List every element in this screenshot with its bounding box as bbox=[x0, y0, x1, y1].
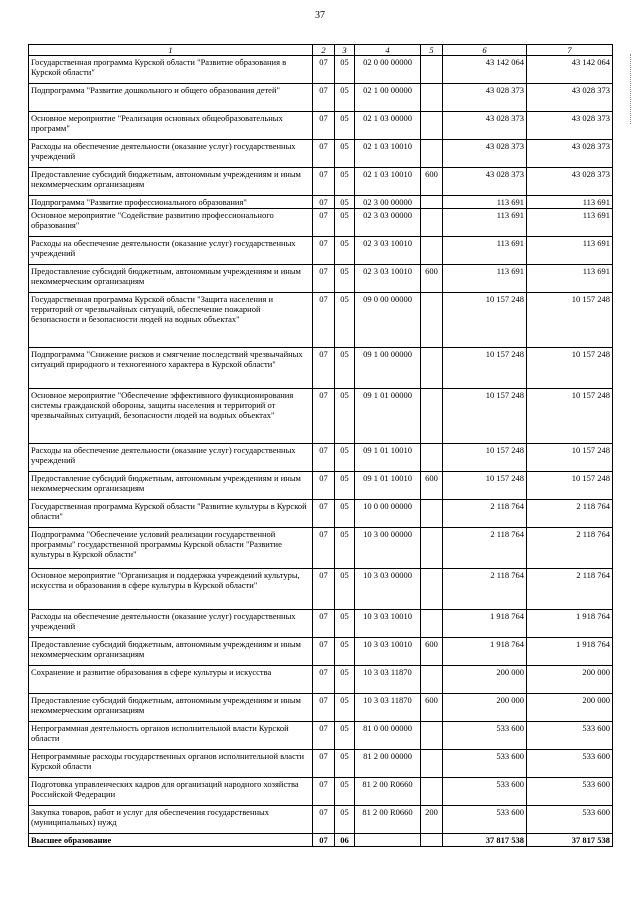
expense-type-code: 600 bbox=[421, 265, 443, 293]
table-row bbox=[29, 610, 613, 638]
table-row bbox=[29, 196, 613, 209]
amount-year-2: 2 118 764 bbox=[527, 528, 613, 569]
table-row bbox=[29, 389, 613, 444]
subsection-code: 05 bbox=[335, 472, 355, 500]
amount-year-1: 10 157 248 bbox=[443, 348, 527, 389]
table-row bbox=[29, 694, 613, 722]
target-article-code: 81 0 00 00000 bbox=[355, 722, 421, 750]
row-name: Государственная программа Курской области "Защита населения и территорий от чрезвычайных ситуаций, обеспечение пожарной безопасности и безопасности людей на водных объектах" bbox=[29, 293, 313, 348]
row-name: Основное мероприятие "Реализация основных общеобразовательных программ" bbox=[29, 112, 313, 140]
target-article-code: 02 3 03 00000 bbox=[355, 209, 421, 237]
subsection-code: 05 bbox=[335, 750, 355, 778]
expense-type-code: 200 bbox=[421, 806, 443, 834]
amount-year-1: 113 691 bbox=[443, 237, 527, 265]
subsection-code: 05 bbox=[335, 778, 355, 806]
expense-type-code bbox=[421, 196, 443, 209]
amount-year-2: 113 691 bbox=[527, 196, 613, 209]
amount-year-2: 533 600 bbox=[527, 806, 613, 834]
expense-type-code bbox=[421, 569, 443, 610]
subsection-code: 05 bbox=[335, 444, 355, 472]
row-name: Предоставление субсидий бюджетным, автономным учреждениям и иным некоммерческим организациям bbox=[29, 472, 313, 500]
target-article-code: 10 3 03 11870 bbox=[355, 666, 421, 694]
target-article-code: 02 1 03 00000 bbox=[355, 112, 421, 140]
amount-year-1: 113 691 bbox=[443, 209, 527, 237]
table-row bbox=[29, 722, 613, 750]
section-code: 07 bbox=[313, 237, 335, 265]
target-article-code: 81 2 00 R0660 bbox=[355, 806, 421, 834]
section-code: 07 bbox=[313, 750, 335, 778]
amount-year-1: 533 600 bbox=[443, 750, 527, 778]
section-code: 07 bbox=[313, 666, 335, 694]
section-code: 07 bbox=[313, 293, 335, 348]
target-article-code: 02 3 00 00000 bbox=[355, 196, 421, 209]
row-name: Основное мероприятие "Обеспечение эффективного функционирования системы гражданской обороны, защиты населения и территорий от чрезвычайных ситуаций, безопасности людей на водных объектах" bbox=[29, 389, 313, 444]
subsection-code: 05 bbox=[335, 528, 355, 569]
subsection-code: 05 bbox=[335, 666, 355, 694]
subsection-code: 05 bbox=[335, 140, 355, 168]
table-row bbox=[29, 569, 613, 610]
subsection-code: 05 bbox=[335, 56, 355, 84]
row-name: Основное мероприятие "Организация и поддержка учреждений культуры, искусства и образования в сфере культуры в Курской области" bbox=[29, 569, 313, 610]
expense-type-code: 600 bbox=[421, 168, 443, 196]
subsection-code: 06 bbox=[335, 834, 355, 847]
expense-type-code bbox=[421, 56, 443, 84]
amount-year-1: 10 157 248 bbox=[443, 472, 527, 500]
expense-type-code bbox=[421, 750, 443, 778]
amount-year-1: 1 918 764 bbox=[443, 638, 527, 666]
amount-year-1: 43 142 064 bbox=[443, 56, 527, 84]
expense-type-code bbox=[421, 444, 443, 472]
section-code: 07 bbox=[313, 348, 335, 389]
subsection-code: 05 bbox=[335, 84, 355, 112]
table-row bbox=[29, 472, 613, 500]
expense-type-code bbox=[421, 778, 443, 806]
amount-year-2: 200 000 bbox=[527, 666, 613, 694]
amount-year-1: 1 918 764 bbox=[443, 610, 527, 638]
amount-year-2: 1 918 764 bbox=[527, 638, 613, 666]
expense-type-code: 600 bbox=[421, 472, 443, 500]
row-name: Расходы на обеспечение деятельности (оказание услуг) государственных учреждений bbox=[29, 237, 313, 265]
amount-year-2: 43 142 064 bbox=[527, 56, 613, 84]
target-article-code: 10 3 03 10010 bbox=[355, 638, 421, 666]
table-row bbox=[29, 500, 613, 528]
amount-year-2: 10 157 248 bbox=[527, 472, 613, 500]
table-row bbox=[29, 140, 613, 168]
section-code: 07 bbox=[313, 472, 335, 500]
section-code: 07 bbox=[313, 528, 335, 569]
section-code: 07 bbox=[313, 389, 335, 444]
target-article-code: 02 3 03 10010 bbox=[355, 237, 421, 265]
expense-type-code bbox=[421, 348, 443, 389]
column-number: 6 bbox=[443, 45, 527, 56]
column-number: 7 bbox=[527, 45, 613, 56]
expense-type-code bbox=[421, 500, 443, 528]
row-name: Сохранение и развитие образования в сфере культуры и искусства bbox=[29, 666, 313, 694]
amount-year-2: 113 691 bbox=[527, 209, 613, 237]
amount-year-1: 43 028 373 bbox=[443, 140, 527, 168]
amount-year-1: 2 118 764 bbox=[443, 528, 527, 569]
target-article-code: 09 1 01 10010 bbox=[355, 472, 421, 500]
subsection-code: 05 bbox=[335, 265, 355, 293]
column-number: 2 bbox=[313, 45, 335, 56]
amount-year-1: 2 118 764 bbox=[443, 569, 527, 610]
target-article-code: 10 3 03 10010 bbox=[355, 610, 421, 638]
section-code: 07 bbox=[313, 806, 335, 834]
amount-year-2: 43 028 373 bbox=[527, 84, 613, 112]
expense-type-code: 600 bbox=[421, 694, 443, 722]
amount-year-2: 10 157 248 bbox=[527, 293, 613, 348]
target-article-code: 02 3 03 10010 bbox=[355, 265, 421, 293]
target-article-code: 02 1 00 00000 bbox=[355, 84, 421, 112]
expense-type-code bbox=[421, 610, 443, 638]
subsection-code: 05 bbox=[335, 293, 355, 348]
target-article-code: 02 1 03 10010 bbox=[355, 140, 421, 168]
amount-year-1: 43 028 373 bbox=[443, 168, 527, 196]
amount-year-2: 37 817 538 bbox=[527, 834, 613, 847]
expense-type-code bbox=[421, 666, 443, 694]
section-code: 07 bbox=[313, 834, 335, 847]
row-name: Подпрограмма "Обеспечение условий реализации государственной программы" государственной программы Курской области "Развитие культуры в Курской области" bbox=[29, 528, 313, 569]
target-article-code: 02 0 00 00000 bbox=[355, 56, 421, 84]
table-row bbox=[29, 84, 613, 112]
row-name: Основное мероприятие "Содействие развитию профессионального образования" bbox=[29, 209, 313, 237]
amount-year-2: 43 028 373 bbox=[527, 112, 613, 140]
column-number: 5 bbox=[421, 45, 443, 56]
section-code: 07 bbox=[313, 778, 335, 806]
table-body bbox=[29, 56, 613, 847]
subsection-code: 05 bbox=[335, 500, 355, 528]
subsection-code: 05 bbox=[335, 209, 355, 237]
amount-year-2: 10 157 248 bbox=[527, 348, 613, 389]
amount-year-1: 533 600 bbox=[443, 722, 527, 750]
table-row bbox=[29, 265, 613, 293]
section-code: 07 bbox=[313, 444, 335, 472]
page-number: 37 bbox=[315, 10, 325, 21]
amount-year-1: 43 028 373 bbox=[443, 84, 527, 112]
subsection-code: 05 bbox=[335, 806, 355, 834]
row-name: Закупка товаров, работ и услуг для обеспечения государственных (муниципальных) нужд bbox=[29, 806, 313, 834]
section-code: 07 bbox=[313, 265, 335, 293]
table-row bbox=[29, 528, 613, 569]
subsection-code: 05 bbox=[335, 237, 355, 265]
table-row bbox=[29, 56, 613, 84]
subsection-code: 05 bbox=[335, 722, 355, 750]
amount-year-2: 43 028 373 bbox=[527, 140, 613, 168]
amount-year-2: 43 028 373 bbox=[527, 168, 613, 196]
target-article-code bbox=[355, 834, 421, 847]
subsection-code: 05 bbox=[335, 389, 355, 444]
target-article-code: 81 2 00 00000 bbox=[355, 750, 421, 778]
table-row bbox=[29, 778, 613, 806]
column-number: 1 bbox=[29, 45, 313, 56]
subsection-code: 05 bbox=[335, 112, 355, 140]
row-name: Расходы на обеспечение деятельности (оказание услуг) государственных учреждений bbox=[29, 444, 313, 472]
expense-type-code bbox=[421, 237, 443, 265]
subsection-code: 05 bbox=[335, 168, 355, 196]
row-name: Подпрограмма "Снижение рисков и смягчение последствий чрезвычайных ситуаций природного и техногенного характера в Курской области" bbox=[29, 348, 313, 389]
target-article-code: 10 3 03 00000 bbox=[355, 569, 421, 610]
subsection-code: 05 bbox=[335, 348, 355, 389]
table-row bbox=[29, 293, 613, 348]
section-code: 07 bbox=[313, 500, 335, 528]
section-code: 07 bbox=[313, 722, 335, 750]
column-number: 3 bbox=[335, 45, 355, 56]
amount-year-1: 113 691 bbox=[443, 196, 527, 209]
amount-year-2: 2 118 764 bbox=[527, 500, 613, 528]
section-code: 07 bbox=[313, 694, 335, 722]
target-article-code: 10 0 00 00000 bbox=[355, 500, 421, 528]
subsection-code: 05 bbox=[335, 569, 355, 610]
section-code: 07 bbox=[313, 140, 335, 168]
table-row bbox=[29, 444, 613, 472]
margin-mark bbox=[630, 54, 633, 124]
row-name: Расходы на обеспечение деятельности (оказание услуг) государственных учреждений bbox=[29, 610, 313, 638]
expense-type-code bbox=[421, 293, 443, 348]
table-row bbox=[29, 638, 613, 666]
section-code: 07 bbox=[313, 610, 335, 638]
subsection-code: 05 bbox=[335, 638, 355, 666]
amount-year-2: 113 691 bbox=[527, 237, 613, 265]
subsection-code: 05 bbox=[335, 196, 355, 209]
target-article-code: 09 1 01 10010 bbox=[355, 444, 421, 472]
row-name: Непрограммные расходы государственных органов исполнительной власти Курской области bbox=[29, 750, 313, 778]
amount-year-1: 10 157 248 bbox=[443, 293, 527, 348]
expense-type-code bbox=[421, 834, 443, 847]
subsection-code: 05 bbox=[335, 610, 355, 638]
target-article-code: 10 3 00 00000 bbox=[355, 528, 421, 569]
row-name: Подготовка управленческих кадров для организаций народного хозяйства Российской Федерации bbox=[29, 778, 313, 806]
expense-type-code bbox=[421, 389, 443, 444]
amount-year-1: 200 000 bbox=[443, 694, 527, 722]
amount-year-2: 533 600 bbox=[527, 750, 613, 778]
expense-type-code bbox=[421, 722, 443, 750]
amount-year-2: 113 691 bbox=[527, 265, 613, 293]
table-row bbox=[29, 834, 613, 847]
amount-year-2: 533 600 bbox=[527, 722, 613, 750]
row-name: Непрограммная деятельность органов исполнительной власти Курской области bbox=[29, 722, 313, 750]
column-number: 4 bbox=[355, 45, 421, 56]
amount-year-1: 2 118 764 bbox=[443, 500, 527, 528]
amount-year-2: 10 157 248 bbox=[527, 444, 613, 472]
table-row bbox=[29, 806, 613, 834]
amount-year-2: 10 157 248 bbox=[527, 389, 613, 444]
table-row bbox=[29, 209, 613, 237]
target-article-code: 81 2 00 R0660 bbox=[355, 778, 421, 806]
amount-year-1: 10 157 248 bbox=[443, 444, 527, 472]
amount-year-1: 533 600 bbox=[443, 778, 527, 806]
table-row bbox=[29, 168, 613, 196]
row-name: Предоставление субсидий бюджетным, автономным учреждениям и иным некоммерческим организациям bbox=[29, 694, 313, 722]
section-code: 07 bbox=[313, 196, 335, 209]
amount-year-1: 37 817 538 bbox=[443, 834, 527, 847]
table-row bbox=[29, 750, 613, 778]
row-name: Предоставление субсидий бюджетным, автономным учреждениям и иным некоммерческим организациям bbox=[29, 638, 313, 666]
row-name: Государственная программа Курской области "Развитие образования в Курской области" bbox=[29, 56, 313, 84]
table-row bbox=[29, 112, 613, 140]
row-name: Предоставление субсидий бюджетным, автономным учреждениям и иным некоммерческим организациям bbox=[29, 168, 313, 196]
subsection-code: 05 bbox=[335, 694, 355, 722]
amount-year-2: 2 118 764 bbox=[527, 569, 613, 610]
target-article-code: 09 1 01 00000 bbox=[355, 389, 421, 444]
section-code: 07 bbox=[313, 569, 335, 610]
table-row bbox=[29, 348, 613, 389]
section-code: 07 bbox=[313, 56, 335, 84]
amount-year-1: 113 691 bbox=[443, 265, 527, 293]
column-number-row bbox=[29, 45, 613, 56]
amount-year-2: 1 918 764 bbox=[527, 610, 613, 638]
expense-type-code bbox=[421, 209, 443, 237]
expense-type-code bbox=[421, 140, 443, 168]
expense-type-code bbox=[421, 528, 443, 569]
expense-type-code: 600 bbox=[421, 638, 443, 666]
table-row bbox=[29, 666, 613, 694]
amount-year-1: 43 028 373 bbox=[443, 112, 527, 140]
row-name: Расходы на обеспечение деятельности (оказание услуг) государственных учреждений bbox=[29, 140, 313, 168]
target-article-code: 02 1 03 10010 bbox=[355, 168, 421, 196]
amount-year-2: 533 600 bbox=[527, 778, 613, 806]
target-article-code: 10 3 03 11870 bbox=[355, 694, 421, 722]
row-name: Государственная программа Курской области "Развитие культуры в Курской области" bbox=[29, 500, 313, 528]
amount-year-1: 200 000 bbox=[443, 666, 527, 694]
section-code: 07 bbox=[313, 112, 335, 140]
expense-type-code bbox=[421, 112, 443, 140]
row-name: Предоставление субсидий бюджетным, автономным учреждениям и иным некоммерческим организациям bbox=[29, 265, 313, 293]
amount-year-1: 10 157 248 bbox=[443, 389, 527, 444]
target-article-code: 09 1 00 00000 bbox=[355, 348, 421, 389]
amount-year-2: 200 000 bbox=[527, 694, 613, 722]
budget-table bbox=[28, 44, 613, 847]
target-article-code: 09 0 00 00000 bbox=[355, 293, 421, 348]
expense-type-code bbox=[421, 84, 443, 112]
section-code: 07 bbox=[313, 638, 335, 666]
row-name: Высшее образование bbox=[29, 834, 313, 847]
section-code: 07 bbox=[313, 168, 335, 196]
table-row bbox=[29, 237, 613, 265]
section-code: 07 bbox=[313, 209, 335, 237]
row-name: Подпрограмма "Развитие профессионального образования" bbox=[29, 196, 313, 209]
section-code: 07 bbox=[313, 84, 335, 112]
amount-year-1: 533 600 bbox=[443, 806, 527, 834]
row-name: Подпрограмма "Развитие дошкольного и общего образования детей" bbox=[29, 84, 313, 112]
